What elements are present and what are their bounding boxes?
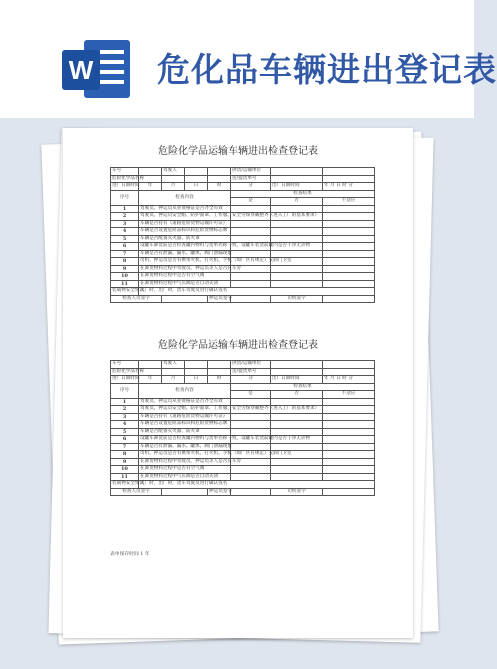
escort-signature-field[interactable]	[231, 295, 271, 303]
item-text: 在卸货物料过程中气压阀是否自动关闭	[139, 473, 231, 481]
header-cell[interactable]	[162, 368, 185, 376]
result-yes-cell[interactable]	[231, 428, 271, 436]
item-text: 车辆是否配备灭火器、防火罩	[139, 235, 231, 243]
item-text: 车辆是否持有《道路危险货物运输许可证》	[139, 413, 231, 421]
header-cell: 日	[185, 183, 208, 191]
result-no-cell[interactable]	[271, 398, 323, 406]
result-na-cell[interactable]	[323, 398, 375, 406]
table-row	[111, 451, 375, 459]
result-no-header: 否	[271, 198, 323, 206]
conclusion-text: 入厂时，出厂时，货车驾驶员进行确认签名	[139, 288, 375, 296]
result-na-header: 不适应	[323, 198, 375, 206]
item-number: 1	[111, 398, 139, 406]
header-cell: 年	[139, 183, 162, 191]
item-number: 4	[111, 421, 139, 429]
header-cell: 出厂日期时间	[271, 183, 323, 191]
table-row	[111, 280, 375, 288]
header-cell[interactable]	[185, 175, 208, 183]
item-number: 7	[111, 443, 139, 451]
result-na-cell[interactable]	[323, 436, 375, 444]
result-na-cell[interactable]	[323, 258, 375, 266]
item-text: 设罐车卸货前是否检查罐内物料与货单名称一致，设罐车装货前罐内是否干净无杂物	[140, 436, 310, 442]
escort-signature: 押运员签字	[209, 488, 232, 494]
table-row	[111, 443, 375, 451]
item-text: 司机、押运员是否有携带火机、打火机、手机（如厂区有规定）交卸门卫室	[140, 451, 292, 457]
result-na-cell[interactable]	[323, 243, 375, 251]
item-number: 3	[111, 220, 139, 228]
conclusion-row	[111, 288, 375, 296]
item-text: 车辆是否设置危险品标识和危险货物标志牌	[139, 228, 231, 236]
content-header: 检查内容	[139, 190, 231, 205]
item-number: 9	[111, 458, 139, 466]
header-cell: 年 月 日 时 分	[323, 376, 375, 384]
seq-header: 序号	[111, 190, 139, 205]
item-number: 3	[111, 413, 139, 421]
header-cell[interactable]	[323, 168, 375, 176]
item-text: 车辆是否配备灭火器、防火罩	[139, 428, 231, 436]
header-cell: 车号	[111, 168, 139, 176]
result-no-cell[interactable]	[271, 205, 323, 213]
table-row	[111, 213, 375, 221]
item-number: 6	[111, 436, 139, 444]
result-na-cell[interactable]	[323, 250, 375, 258]
content-header: 检查内容	[139, 383, 231, 398]
result-yes-cell[interactable]	[231, 228, 271, 236]
header-cell: 月	[162, 183, 185, 191]
table-row	[111, 258, 375, 266]
form-title-2: 危险化学品运输车辆进出检查登记表	[158, 340, 318, 351]
driver-signature: 司机签字	[271, 295, 323, 303]
table-row	[111, 473, 375, 481]
header-cell[interactable]	[208, 168, 231, 176]
conclusion-row	[111, 481, 375, 489]
inspection-form-1	[110, 167, 375, 303]
item-text: 在卸货物料过程中驾驶员、押运员等人是否在车旁	[140, 458, 242, 464]
item-number: 11	[111, 473, 139, 481]
result-na-cell[interactable]	[323, 220, 375, 228]
header-cell: 出厂日期时间	[271, 376, 323, 384]
header-cell[interactable]	[271, 368, 323, 376]
inspection-form-2	[110, 360, 375, 496]
inspector-signature-field[interactable]	[162, 488, 208, 496]
table-row	[111, 436, 375, 444]
header-row	[111, 368, 375, 376]
result-yes-header: 是	[231, 198, 271, 206]
result-yes-cell[interactable]	[231, 398, 271, 406]
conclusion-label: 装载物安全情况	[112, 481, 145, 487]
result-na-cell[interactable]	[323, 205, 375, 213]
header-cell: 月	[162, 376, 185, 384]
driver-signature-field[interactable]	[323, 488, 375, 496]
item-number: 10	[111, 466, 139, 474]
item-number: 5	[111, 235, 139, 243]
header-cell[interactable]	[271, 175, 323, 183]
result-na-cell[interactable]	[323, 273, 375, 281]
header-cell: 送/提货单号	[231, 368, 271, 376]
item-number: 7	[111, 250, 139, 258]
result-yes-cell[interactable]	[231, 466, 271, 474]
header-row	[111, 168, 375, 176]
escort-signature-field[interactable]	[231, 488, 271, 496]
table-row	[111, 466, 375, 474]
header-cell[interactable]	[208, 175, 231, 183]
table-row	[111, 220, 375, 228]
result-na-cell[interactable]	[323, 451, 375, 459]
result-na-cell[interactable]	[323, 466, 375, 474]
item-number: 9	[111, 265, 139, 273]
item-text: 驾驶员、押运员安全帽、防护面罩、工作服、安全劳保穿戴整齐（进入工厂的基本要求）	[140, 213, 320, 219]
header-cell: 分	[231, 376, 271, 384]
word-logo-icon: W	[62, 36, 132, 102]
header-cell: 驾驶人	[162, 168, 185, 176]
header-row	[111, 183, 375, 191]
result-na-cell[interactable]	[323, 406, 375, 414]
header-cell: 时	[208, 183, 231, 191]
result-no-cell[interactable]	[271, 273, 323, 281]
header-cell: 供货/运输单位	[231, 361, 271, 369]
result-na-cell[interactable]	[323, 213, 375, 221]
result-yes-header: 是	[231, 391, 271, 399]
header-row	[111, 376, 375, 384]
result-no-cell[interactable]	[271, 265, 323, 273]
header-cell: 日	[185, 376, 208, 384]
header-cell: 供货/运输单位	[231, 168, 271, 176]
conclusion-label: 装载物安全情况	[112, 288, 145, 294]
item-text: 车辆是否有泄漏、漏水、罐体、阀门泄漏现象	[140, 443, 232, 449]
result-yes-cell[interactable]	[231, 205, 271, 213]
header-cell: 进厂日期时间	[112, 183, 140, 189]
result-no-cell[interactable]	[271, 220, 323, 228]
retention-note: 表单保存时间 1 年	[110, 552, 150, 557]
result-na-cell[interactable]	[323, 443, 375, 451]
escort-signature: 押运员签字	[209, 295, 232, 301]
result-no-cell[interactable]	[271, 473, 323, 481]
table-row	[111, 243, 375, 251]
signature-row	[111, 488, 375, 496]
item-number: 2	[111, 213, 139, 221]
header-cell[interactable]	[185, 361, 208, 369]
result-yes-cell[interactable]	[231, 443, 271, 451]
table-row	[111, 413, 375, 421]
result-no-cell[interactable]	[271, 443, 323, 451]
result-yes-cell[interactable]	[231, 220, 271, 228]
table-row	[111, 273, 375, 281]
item-number: 10	[111, 273, 139, 281]
header-cell[interactable]	[323, 368, 375, 376]
result-na-cell[interactable]	[323, 235, 375, 243]
header-cell[interactable]	[271, 361, 323, 369]
item-number: 4	[111, 228, 139, 236]
result-na-header: 不适应	[323, 391, 375, 399]
item-text: 驾驶员、押运员安全帽、防护面罩、工作服、安全劳保穿戴整齐（进入工厂的基本要求）	[140, 406, 320, 412]
result-yes-cell[interactable]	[231, 473, 271, 481]
result-no-header: 否	[271, 391, 323, 399]
header-cell[interactable]	[139, 168, 162, 176]
result-no-cell[interactable]	[271, 280, 323, 288]
result-na-cell[interactable]	[323, 473, 375, 481]
table-row	[111, 265, 375, 273]
result-na-cell[interactable]	[323, 228, 375, 236]
item-number: 6	[111, 243, 139, 251]
result-no-cell[interactable]	[271, 228, 323, 236]
table-row	[111, 398, 375, 406]
result-na-cell[interactable]	[323, 428, 375, 436]
item-text: 车辆是否持有《道路危险货物运输许可证》	[139, 220, 231, 228]
column-header-row	[111, 190, 375, 198]
header-cell[interactable]	[185, 168, 208, 176]
result-na-cell[interactable]	[323, 265, 375, 273]
form-title-1: 危险化学品运输车辆进出检查登记表	[158, 146, 318, 157]
header-cell: 分	[231, 183, 271, 191]
table-row	[111, 428, 375, 436]
result-no-cell[interactable]	[271, 421, 323, 429]
driver-signature-field[interactable]	[323, 295, 375, 303]
result-yes-cell[interactable]	[231, 280, 271, 288]
result-yes-cell[interactable]	[231, 250, 271, 258]
header-cell: 送/提货单号	[231, 175, 271, 183]
item-number: 8	[111, 451, 139, 459]
header-cell[interactable]	[271, 168, 323, 176]
table-row	[111, 205, 375, 213]
result-na-cell[interactable]	[323, 280, 375, 288]
result-no-cell[interactable]	[271, 413, 323, 421]
seq-header: 序号	[111, 383, 139, 398]
table-row	[111, 228, 375, 236]
header-cell[interactable]	[139, 361, 162, 369]
header-cell: 危险化学品名称	[112, 368, 145, 374]
header-cell: 年	[139, 376, 162, 384]
conclusion-text: 入厂时，出厂时，货车驾驶员进行确认签名	[139, 481, 375, 489]
result-no-cell[interactable]	[271, 428, 323, 436]
table-row	[111, 250, 375, 258]
header-cell[interactable]	[323, 175, 375, 183]
item-text: 车辆是否有泄漏、漏水、罐体、阀门泄漏现象	[140, 250, 232, 256]
header-cell: 时	[208, 376, 231, 384]
header-cell[interactable]	[208, 361, 231, 369]
item-number: 5	[111, 428, 139, 436]
item-number: 8	[111, 258, 139, 266]
result-na-cell[interactable]	[323, 458, 375, 466]
table-row	[111, 421, 375, 429]
header-cell[interactable]	[323, 361, 375, 369]
driver-signature: 司机签字	[271, 488, 323, 496]
result-header: 检查结果	[231, 383, 375, 391]
item-text: 车辆是否设置危险品标识和危险货物标志牌	[139, 421, 231, 429]
result-yes-cell[interactable]	[231, 235, 271, 243]
item-text: 设罐车卸货前是否检查罐内物料与货单名称一致，设罐车装货前罐内是否干净无杂物	[140, 243, 310, 249]
item-text: 驾驶员、押运员从业资格证是否齐全有效	[139, 398, 231, 406]
inspector-signature: 检查人员签字	[111, 488, 162, 496]
header-cell: 年 月 日 时 分	[323, 183, 375, 191]
result-no-cell[interactable]	[271, 466, 323, 474]
signature-row	[111, 295, 375, 303]
item-text: 司机、押运员是否有携带火机、打火机、手机（如厂区有规定）交卸门卫室	[140, 258, 292, 264]
table-row	[111, 458, 375, 466]
item-number: 1	[111, 205, 139, 213]
header-cell: 车号	[111, 361, 139, 369]
header-cell[interactable]	[208, 368, 231, 376]
header-cell: 进厂日期时间	[112, 376, 140, 382]
header-row	[111, 361, 375, 369]
item-text: 在卸货物料过程中是否有空气阀	[139, 466, 231, 474]
result-header: 检查结果	[231, 190, 375, 198]
table-row	[111, 235, 375, 243]
result-no-cell[interactable]	[271, 250, 323, 258]
banner	[0, 0, 497, 118]
inspector-signature-field[interactable]	[162, 295, 208, 303]
item-text: 在卸货物料过程中气压阀是否自动关闭	[139, 280, 231, 288]
inspector-signature: 检查人员签字	[111, 295, 162, 303]
item-number: 11	[111, 280, 139, 288]
result-na-cell[interactable]	[323, 413, 375, 421]
header-cell: 危险化学品名称	[112, 175, 145, 181]
result-no-cell[interactable]	[271, 235, 323, 243]
item-text: 在卸货物料过程中是否有空气阀	[139, 273, 231, 281]
header-cell: 驾驶人	[162, 361, 185, 369]
header-row	[111, 175, 375, 183]
result-yes-cell[interactable]	[231, 413, 271, 421]
header-cell[interactable]	[162, 175, 185, 183]
result-yes-cell[interactable]	[231, 421, 271, 429]
column-header-row	[111, 383, 375, 391]
table-row	[111, 406, 375, 414]
result-yes-cell[interactable]	[231, 273, 271, 281]
banner-title: 危化品车辆进出登记表	[157, 50, 497, 89]
item-number: 2	[111, 406, 139, 414]
header-cell[interactable]	[185, 368, 208, 376]
item-text: 驾驶员、押运员从业资格证是否齐全有效	[139, 205, 231, 213]
result-no-cell[interactable]	[271, 458, 323, 466]
item-text: 在卸货物料过程中驾驶员、押运员等人是否在车旁	[140, 265, 242, 271]
result-na-cell[interactable]	[323, 421, 375, 429]
